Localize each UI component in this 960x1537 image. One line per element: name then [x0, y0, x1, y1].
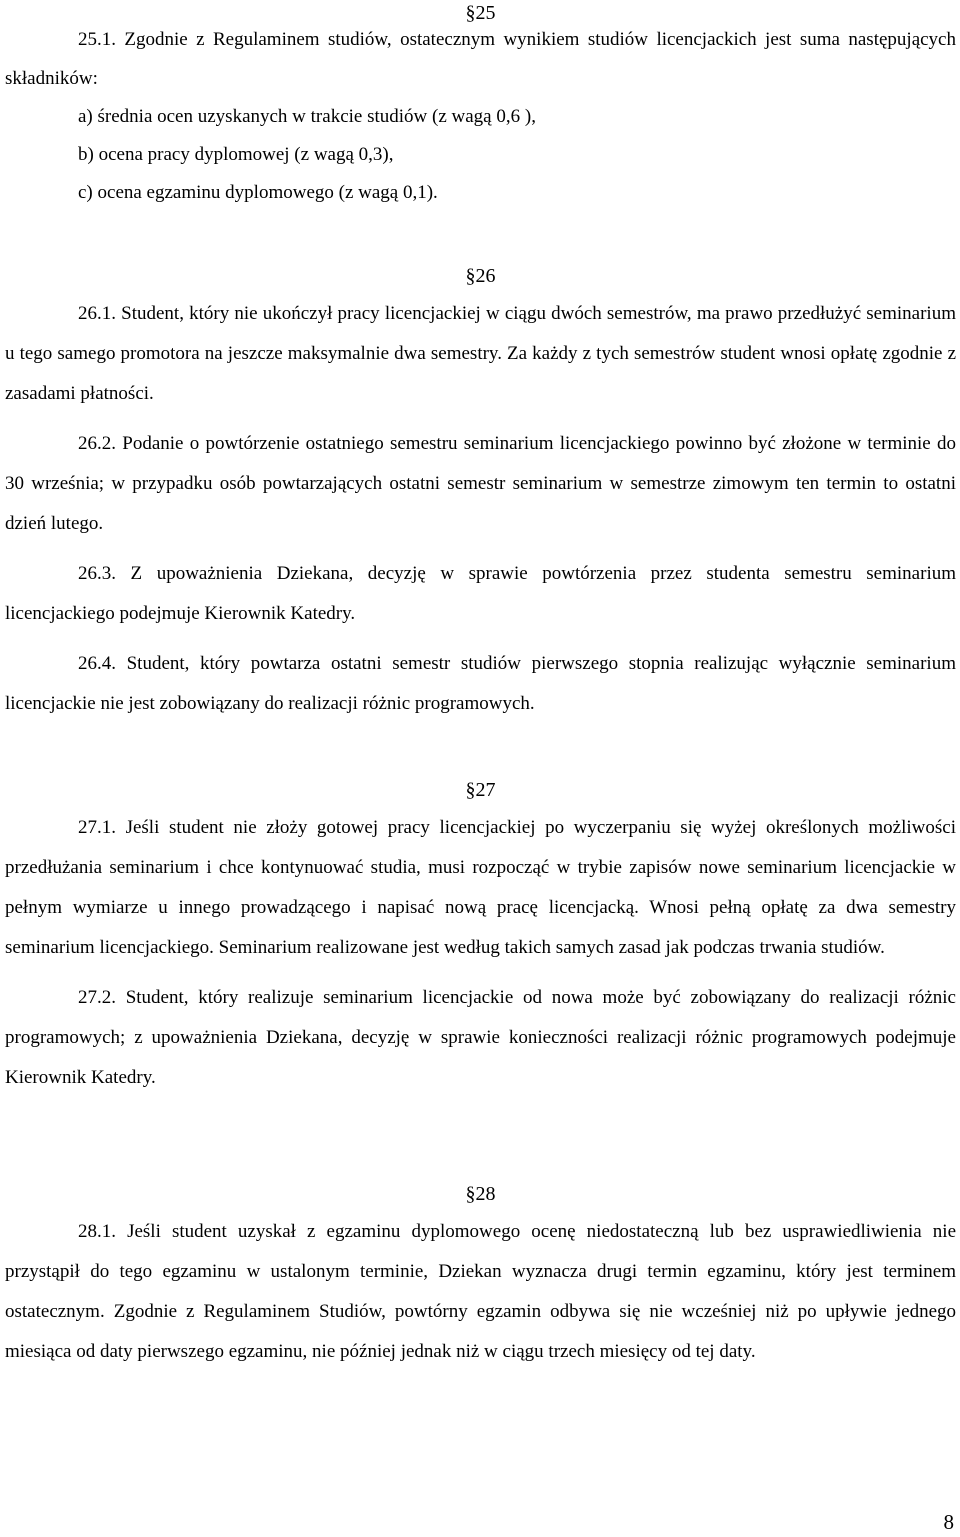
- paragraph-27-1: 27.1. Jeśli student nie złoży gotowej pracy licencjackiej po wyczerpaniu się wyżej określonych możliwości przedłużania seminarium i chce kontynuować studia, musi rozpocząć w trybie zapisów nowe seminarium licencjackie w pełnym wymiarze u innego prowadzącego i napisać nową pracę licencjacką. Wnosi pełną opłatę za dwa semestry seminarium licencjackiego. Seminarium realizowane jest według takich samych zasad jak podczas trwania studiów.: [5, 817, 956, 958]
- paragraph-26-1: 26.1. Student, który nie ukończył pracy licencjackiej w ciągu dwóch semestrów, ma prawo przedłużyć seminarium u tego samego promotora na jeszcze maksymalnie dwa semestry. Za każdy z tych semestrów student wnosi opłatę zgodnie z zasadami płatności.: [5, 303, 956, 404]
- page-number: 8: [943, 1510, 954, 1534]
- list-item-b: b) ocena pracy dyplomowej (z wagą 0,3),: [78, 144, 394, 165]
- paragraph-25-1: 25.1. Zgodnie z Regulaminem studiów, ostatecznym wynikiem studiów licencjackich jest suma następujących składników:: [5, 29, 956, 89]
- paragraph-26-4: 26.4. Student, który powtarza ostatni semestr studiów pierwszego stopnia realizując wyłącznie seminarium licencjackie nie jest zobowiązany do realizacji różnic programowych.: [5, 653, 956, 714]
- section-heading-25: §25: [465, 2, 496, 24]
- document-page: [5, 0, 956, 1372]
- paragraph-26-3: 26.3. Z upoważnienia Dziekana, decyzję w sprawie powtórzenia przez studenta semestru seminarium licencjackiego podejmuje Kierownik Katedry.: [5, 563, 956, 624]
- paragraph-28-1: 28.1. Jeśli student uzyskał z egzaminu dyplomowego ocenę niedostateczną lub bez usprawiedliwienia nie przystąpił do tego egzaminu w ustalonym terminie, Dziekan wyznacza drugi termin egzaminu, który jest terminem ostatecznym. Zgodnie z Regulaminem Studiów, powtórny egzamin odbywa się nie wcześniej niż po upływie jednego miesiąca od daty pierwszego egzaminu, nie później jednak niż w ciągu trzech miesięcy od tej daty.: [5, 1221, 956, 1362]
- paragraph-27-2: 27.2. Student, który realizuje seminarium licencjackie od nowa może być zobowiązany do realizacji różnic programowych; z upoważnienia Dziekana, decyzję w sprawie konieczności realizacji różnic programowych podejmuje Kierownik Katedry.: [5, 987, 956, 1088]
- section-heading-28: §28: [465, 1183, 496, 1205]
- list-item-c: c) ocena egzaminu dyplomowego (z wagą 0,1).: [78, 182, 438, 203]
- section-heading-27: §27: [465, 779, 496, 801]
- section-heading-26: §26: [465, 265, 496, 287]
- list-item-a: a) średnia ocen uzyskanych w trakcie studiów (z wagą 0,6 ),: [78, 106, 536, 127]
- paragraph-26-2: 26.2. Podanie o powtórzenie ostatniego semestru seminarium licencjackiego powinno być złożone w terminie do 30 września; w przypadku osób powtarzających ostatni semestr seminarium w semestrze zimowym ten termin to ostatni dzień lutego.: [5, 433, 956, 534]
